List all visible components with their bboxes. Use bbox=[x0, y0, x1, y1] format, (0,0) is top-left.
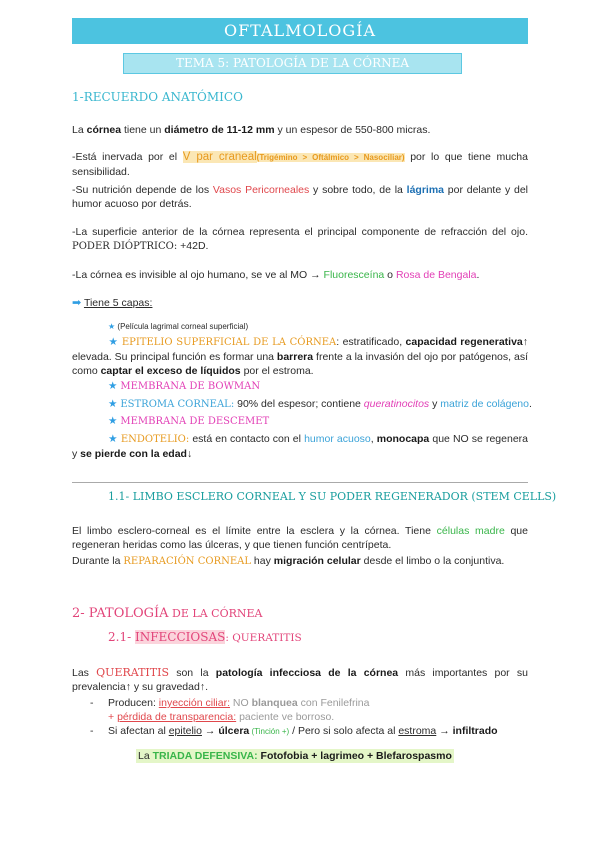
section-1-1-heading: 1.1- LIMBO ESCLERO CORNEAL Y SU PODER REGENERADOR (STEM CELLS) bbox=[108, 490, 557, 503]
text: → bbox=[201, 725, 219, 737]
text: desde el limbo o la conjuntiva. bbox=[360, 555, 505, 567]
text-green: células madre bbox=[436, 525, 505, 537]
layers-intro-label: Tiene 5 capas: bbox=[83, 297, 153, 309]
section-2-1-heading-b: INFECCIOSAS bbox=[134, 630, 226, 644]
text-bold: diámetro de 11-12 mm bbox=[164, 124, 275, 136]
text: frente a la invasión del ojo por patógenos, así como bbox=[72, 351, 528, 377]
text-magenta: Rosa de Bengala bbox=[395, 269, 477, 281]
title-bar bbox=[72, 18, 528, 44]
star-icon: ★ bbox=[108, 415, 118, 427]
text: y un espesor de 550-800 micras. bbox=[274, 124, 431, 136]
star-icon: ★ bbox=[108, 380, 118, 392]
text: está en contacto con el bbox=[189, 433, 305, 445]
layer-descemet-name: MEMBRANA DE DESCEMET bbox=[120, 416, 270, 427]
star-icon: ★ bbox=[108, 433, 118, 445]
layer-epitelio-name: EPITELIO SUPERFICIAL DE LA CÓRNEA bbox=[121, 337, 337, 348]
paragraph-queratitis bbox=[72, 666, 528, 694]
paragraph-nutrition bbox=[72, 183, 528, 211]
text-green: Fluoresceína bbox=[323, 269, 385, 281]
text: → bbox=[436, 725, 453, 737]
text: hay bbox=[251, 555, 274, 567]
text-highlight: V par craneal bbox=[182, 151, 257, 163]
text: . bbox=[528, 398, 532, 410]
text-grey-bold: blanquea bbox=[251, 697, 298, 709]
text-handwritten: PODER DIÓPTRICO: bbox=[72, 241, 178, 252]
bullet-list bbox=[90, 696, 498, 739]
bullet-item bbox=[90, 696, 498, 710]
text-blue: lágrima bbox=[406, 184, 445, 196]
paragraph-refraction bbox=[72, 225, 528, 254]
text-bold: córnea bbox=[86, 124, 122, 136]
text: o bbox=[384, 269, 396, 281]
text-grey: con Fenilefrina bbox=[297, 697, 370, 709]
text: más importantes por su prevalencia↑ y su gravedad↑. bbox=[72, 667, 528, 693]
paragraph-cornea-diameter bbox=[72, 123, 528, 137]
layers-intro bbox=[72, 296, 152, 309]
text: -Está inervada por el bbox=[72, 151, 183, 163]
text-green-small: (Tinción +) bbox=[249, 727, 290, 736]
star-icon: ★ bbox=[108, 336, 119, 348]
document-title: OFTALMOLOGÍA bbox=[223, 21, 377, 40]
text-highlight-small: (Trigémino > Oftálmico > Nasociliar) bbox=[256, 153, 405, 162]
text-italic-pink: queratinocitos bbox=[363, 398, 430, 410]
bullet-dash: - bbox=[90, 725, 94, 737]
star-icon: ★ bbox=[108, 322, 116, 331]
text-underline: epitelio bbox=[168, 725, 202, 737]
text-red-underline: inyección ciliar: bbox=[158, 697, 230, 709]
text: Las bbox=[72, 667, 97, 679]
text: -La córnea es invisible al ojo humano, se ve al MO → bbox=[72, 269, 324, 281]
text: -Su nutrición depende de los bbox=[72, 184, 213, 196]
text: ↓ bbox=[186, 448, 193, 460]
text: por el estroma. bbox=[240, 365, 314, 377]
text: 90% del espesor; contiene bbox=[234, 398, 364, 410]
text: : estratificado, bbox=[336, 336, 406, 348]
text-bold: migración celular bbox=[273, 555, 361, 567]
text: La bbox=[138, 750, 153, 762]
section-2-heading-a: 2- PATOLOGÍA bbox=[72, 606, 169, 621]
text-bold: monocapa bbox=[376, 433, 430, 445]
text-bold: se pierde con la edad bbox=[80, 448, 187, 460]
paragraph-innervation bbox=[72, 150, 528, 179]
layer-endotelio bbox=[72, 432, 528, 461]
text: +42D. bbox=[177, 240, 209, 252]
text: por delante y del humor acuoso por detrás. bbox=[72, 184, 528, 210]
section-2-heading-b: DE LA CÓRNEA bbox=[168, 607, 263, 620]
text-red: Vasos Pericorneales bbox=[212, 184, 310, 196]
text-handwritten: REPARACIÓN CORNEAL bbox=[123, 556, 252, 567]
text: . bbox=[476, 269, 480, 281]
text-bold: captar el exceso de líquidos bbox=[100, 365, 241, 377]
triada-box bbox=[136, 749, 454, 763]
text: y bbox=[429, 398, 441, 410]
bullet-item-continuation bbox=[90, 710, 498, 724]
text: por lo que tiene mucha sensibilidad. bbox=[72, 151, 528, 178]
text: , bbox=[370, 433, 377, 445]
text-bold: Fotofobia + lagrimeo + Blefarospasmo bbox=[257, 750, 452, 762]
text: y sobre todo, de la bbox=[309, 184, 407, 196]
paragraph-visibility bbox=[72, 268, 528, 282]
section-2-1-heading bbox=[108, 630, 302, 644]
text-blue: humor acuoso bbox=[304, 433, 371, 445]
text-blue: matriz de colágeno bbox=[440, 398, 529, 410]
text-underline: estroma bbox=[398, 725, 437, 737]
text-red-underline: pérdida de transparencia: bbox=[117, 711, 237, 723]
text: Durante la bbox=[72, 555, 124, 567]
document-subtitle: TEMA 5: PATOLOGÍA DE LA CÓRNEA bbox=[175, 56, 410, 70]
layer-bowman bbox=[108, 380, 260, 392]
layer-estroma-name: ESTROMA CORNEAL: bbox=[120, 399, 235, 410]
layer-descemet bbox=[108, 415, 269, 427]
section-1-heading: 1-RECUERDO ANATÓMICO bbox=[72, 90, 243, 104]
text: -La superficie anterior de la córnea representa el principal componente de refracción del ojo. bbox=[72, 226, 528, 238]
section-2-1-heading-c: : QUERATITIS bbox=[225, 632, 302, 644]
text-bold: patología infecciosa de la córnea bbox=[215, 667, 399, 679]
text: que NO se regenera y bbox=[72, 433, 528, 460]
paragraph-reparacion bbox=[72, 554, 528, 569]
bullet-dash: - bbox=[90, 697, 94, 709]
layer-endotelio-name: ENDOTELIO: bbox=[120, 434, 190, 445]
layer-0 bbox=[108, 322, 248, 331]
text-bold: infiltrado bbox=[452, 725, 498, 737]
text: tiene un bbox=[121, 124, 165, 136]
text-handwritten: QUERATITIS bbox=[96, 666, 169, 679]
text-green-bold: TRIADA DEFENSIVA: bbox=[152, 750, 258, 762]
section-2-heading bbox=[72, 606, 262, 621]
text: / Pero si solo afecta al bbox=[289, 725, 399, 737]
layer-estroma bbox=[108, 398, 532, 410]
text-bold: barrera bbox=[276, 351, 314, 363]
text: ↑ elevada. Su principal función es formar una bbox=[72, 336, 528, 363]
text: Si afectan al bbox=[108, 725, 169, 737]
arrow-icon: ➡ bbox=[72, 297, 82, 309]
paragraph-limbo bbox=[72, 524, 528, 552]
layer-bowman-name: MEMBRANA DE BOWMAN bbox=[120, 381, 261, 392]
layer-epitelio bbox=[72, 335, 528, 378]
layer-0-label: (Película lagrimal corneal superficial) bbox=[117, 322, 249, 331]
section-divider bbox=[72, 482, 528, 483]
text: El limbo esclero-corneal es el límite entre la esclera y la córnea. Tiene bbox=[72, 525, 437, 537]
text: Producen: bbox=[108, 697, 159, 709]
star-icon: ★ bbox=[108, 398, 118, 410]
text-grey: paciente ve borroso. bbox=[236, 711, 335, 723]
bullet-item bbox=[90, 724, 498, 739]
text-bold: capacidad regenerativa bbox=[405, 336, 523, 348]
subtitle-bar bbox=[123, 53, 462, 74]
text-grey: NO bbox=[230, 697, 252, 709]
text-red: + bbox=[108, 711, 118, 723]
text: La bbox=[72, 124, 87, 136]
text: son la bbox=[169, 667, 216, 679]
text-bold: úlcera bbox=[218, 725, 250, 737]
text: que regeneran heridas como las úlceras, y que tienen función centrípeta. bbox=[72, 525, 528, 551]
section-2-1-heading-a: 2.1- bbox=[108, 630, 135, 644]
